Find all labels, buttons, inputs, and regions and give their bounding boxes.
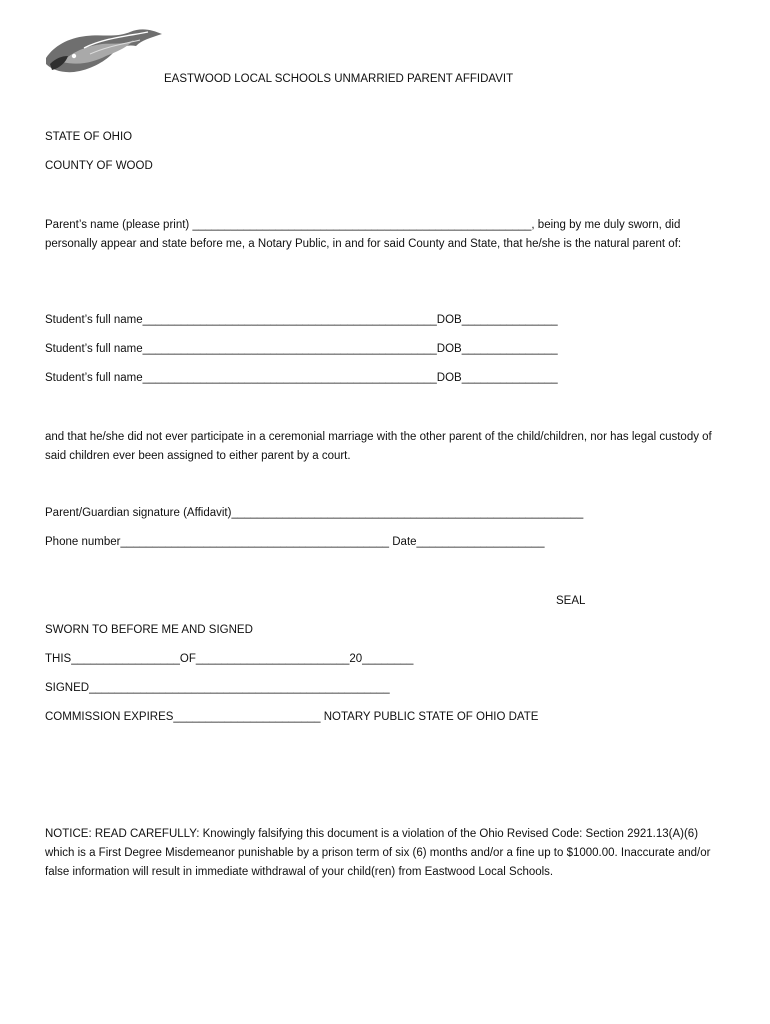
signature-line: Parent/Guardian signature (Affidavit)_______________________________________________________ [45, 507, 584, 519]
phone-date-line: Phone number__________________________________________ Date____________________ [45, 536, 545, 548]
county-line: COUNTY OF WOOD [45, 160, 153, 172]
eagle-logo [44, 18, 164, 84]
notice-text: NOTICE: READ CAREFULLY: Knowingly falsifying this document is a violation of the Ohio Revised Code: Section 2921.13(A)(6) which is a First Degree Misdemeanor punishable by a prison term of six (6) months and/or a fine up to $1000.00. Inaccurate and/or false information will result in immediate withdrawal of your child(ren) from Eastwood Local Schools. [45, 828, 711, 878]
seal-label: SEAL [556, 595, 586, 607]
marriage-statement: and that he/she did not ever participate in a ceremonial marriage with the other parent of the child/children, nor has legal custody of said children ever been assigned to either parent by a court. [45, 431, 712, 462]
commission-line: COMMISSION EXPIRES_______________________ NOTARY PUBLIC STATE OF OHIO DATE [45, 711, 539, 723]
sworn-heading: SWORN TO BEFORE ME AND SIGNED [45, 624, 253, 636]
student-line-2: Student’s full name______________________________________________DOB_______________ [45, 343, 558, 355]
student-line-3: Student’s full name______________________________________________DOB_______________ [45, 372, 558, 384]
student-line-1: Student’s full name______________________________________________DOB_______________ [45, 314, 558, 326]
signed-line: SIGNED_______________________________________________ [45, 682, 390, 694]
parent-statement: Parent’s name (please print) _____________________________________________________, being by me duly sworn, did personally appear and state before me, a Notary Public, in and for said County and State, that he/she is the natural parent of: [45, 219, 682, 250]
document-title: EASTWOOD LOCAL SCHOOLS UNMARRIED PARENT AFFIDAVIT [164, 73, 514, 85]
state-line: STATE OF OHIO [45, 131, 133, 143]
this-of-line: THIS_________________OF________________________20________ [45, 653, 414, 665]
